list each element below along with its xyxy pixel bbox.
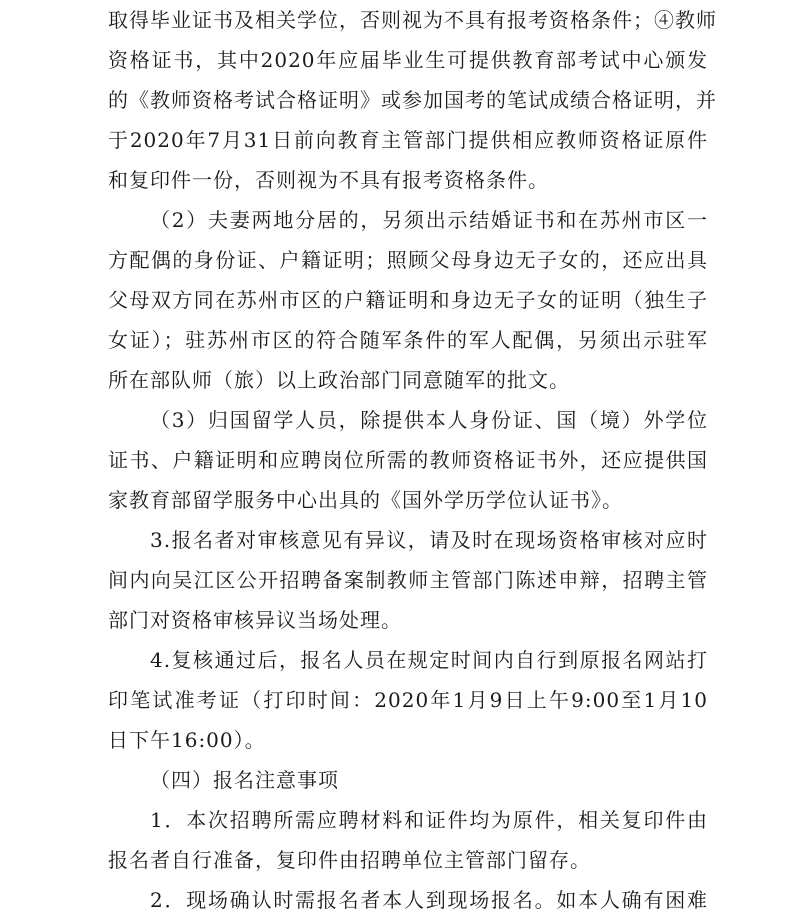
text-line: 取得毕业证书及相关学位，否则视为不具有报考资格条件；④教师 bbox=[108, 8, 717, 32]
text-line: 的《教师资格考试合格证明》或参加国考的笔试成绩合格证明，并 bbox=[108, 88, 717, 112]
text-line: 方配偶的身份证、户籍证明；照顾父母身边无子女的，还应出具 bbox=[108, 248, 708, 272]
paragraph-first-line: 2．现场确认时需报名者本人到现场报名。如本人确有困难 bbox=[150, 888, 708, 912]
text-line: 家教育部留学服务中心出具的《国外学历学位认证书》。 bbox=[108, 488, 623, 512]
text-line: 日下午16:00）。 bbox=[108, 728, 266, 752]
text-line: 报名者自行准备，复印件由招聘单位主管部门留存。 bbox=[108, 848, 591, 872]
paragraph-first-line: （2）夫妻两地分居的，另须出示结婚证书和在苏州市区一 bbox=[150, 208, 708, 232]
text-line: 所在部队师（旅）以上政治部门同意随军的批文。 bbox=[108, 368, 570, 392]
text-line: 印笔试准考证（打印时间：2020年1月9日上午9:00至1月10 bbox=[108, 688, 708, 712]
text-line: 于2020年7月31日前向教育主管部门提供相应教师资格证原件 bbox=[108, 128, 708, 152]
text-line: 证书、户籍证明和应聘岗位所需的教师资格证书外，还应提供国 bbox=[108, 448, 708, 472]
paragraph-first-line: （3）归国留学人员，除提供本人身份证、国（境）外学位 bbox=[150, 408, 708, 432]
text-line: 资格证书，其中2020年应届毕业生可提供教育部考试中心颁发 bbox=[108, 48, 708, 72]
text-line: 和复印件一份，否则视为不具有报考资格条件。 bbox=[108, 168, 549, 192]
text-line: 父母双方同在苏州市区的户籍证明和身边无子女的证明（独生子 bbox=[108, 288, 708, 312]
section-heading: （四）报名注意事项 bbox=[150, 768, 339, 792]
paragraph-first-line: 3.报名者对审核意见有异议，请及时在现场资格审核对应时 bbox=[150, 528, 708, 552]
text-line: 间内向吴江区公开招聘备案制教师主管部门陈述申辩，招聘主管 bbox=[108, 568, 708, 592]
paragraph-first-line: 4.复核通过后，报名人员在规定时间内自行到原报名网站打 bbox=[150, 648, 708, 672]
text-line: 女证）；驻苏州市区的符合随军条件的军人配偶，另须出示驻军 bbox=[108, 328, 708, 352]
paragraph-first-line: 1．本次招聘所需应聘材料和证件均为原件，相关复印件由 bbox=[150, 808, 708, 832]
text-line: 部门对资格审核异议当场处理。 bbox=[108, 608, 402, 632]
